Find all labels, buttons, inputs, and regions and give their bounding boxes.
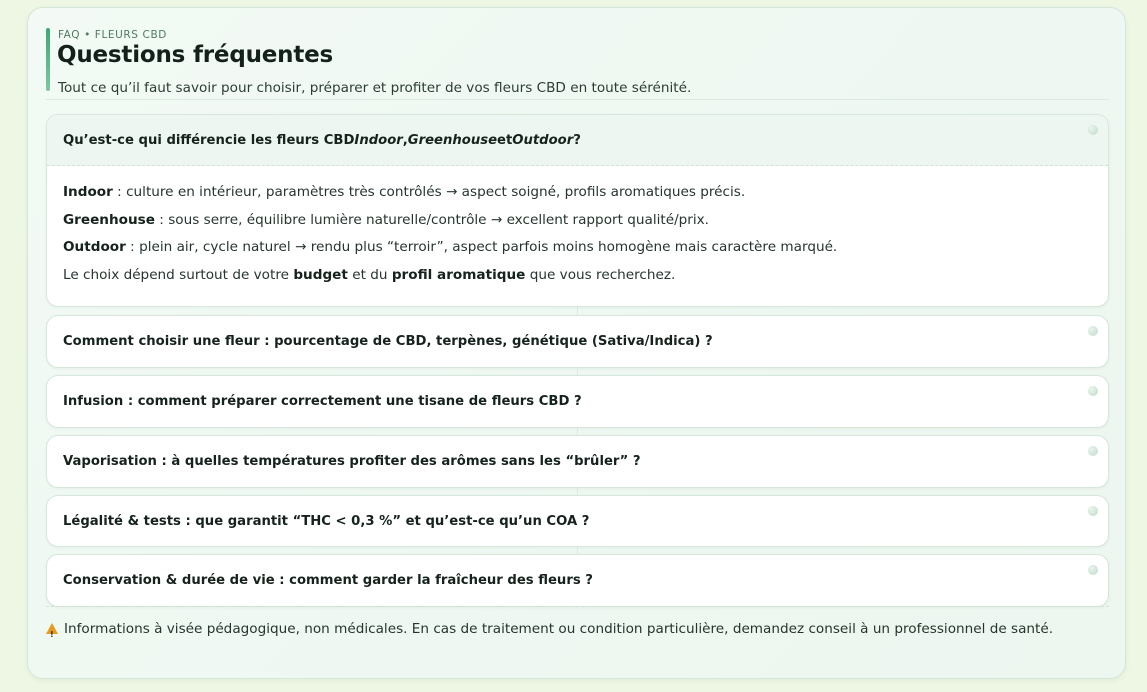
question-text: Vaporisation : à quelles températures profiter des arômes sans les “brûler” ? [63,454,641,469]
toggle-dot-icon[interactable] [1088,506,1098,516]
faq-item-conservation[interactable] [46,554,1109,607]
question-text-part: , [402,132,408,148]
question-term-indoor: Indoor [354,132,403,148]
answer-label-budget: budget [293,266,348,283]
question-text-part: Qu’est-ce qui différencie les fleurs CBD [63,132,355,148]
toggle-dot-icon[interactable] [1088,326,1098,336]
question-text: Comment choisir une fleur : pourcentage de CBD, terpènes, génétique (Sativa/Indica) ? [63,334,713,349]
question-text: Infusion : comment préparer correctement une tisane de fleurs CBD ? [63,394,582,409]
page-title: Questions fréquentes [57,42,334,68]
toggle-dot-icon[interactable] [1088,446,1098,456]
answer-line-greenhouse [63,207,1092,235]
toggle-dot-icon[interactable] [1088,386,1098,396]
answer-text-greenhouse: : sous serre, équilibre lumière naturelle/contrôle → excellent rapport qualité/prix. [154,211,710,228]
disclaimer-text: Informations à visée pédagogique, non médicales. En cas de traitement ou condition particulière, demandez conseil à un professionnel de santé. [64,621,1054,637]
answer-text-part: que vous recherchez. [525,266,676,283]
faq-answer-flower-types [47,166,1108,299]
question-term-outdoor: Outdoor [512,132,574,148]
eyebrow-label: FAQ • FLEURS CBD [58,29,167,41]
accent-bar [46,28,50,91]
faq-question-legality[interactable] [47,496,1108,547]
faq-question-flower-types[interactable] [47,115,1108,166]
warning-icon [46,623,58,634]
faq-question-choose-flower[interactable] [47,316,1108,367]
answer-label-greenhouse: Greenhouse [63,211,155,228]
question-text-part: ? [573,132,581,148]
answer-label-indoor: Indoor [63,184,113,200]
question-text: Légalité & tests : que garantit “THC < 0,3 %” et qu’est-ce qu’un COA ? [63,514,590,529]
answer-line-choice [63,262,1092,290]
faq-item-legality[interactable] [46,495,1109,547]
faq-card [27,7,1126,679]
answer-text-outdoor: : plein air, cycle naturel → rendu plus “terroir”, aspect parfois moins homogène mais caractère marqué. [125,239,838,255]
toggle-dot-icon[interactable] [1088,125,1098,135]
question-term-greenhouse: Greenhouse [407,132,498,148]
faq-header [46,28,1109,100]
faq-question-vaporisation[interactable] [47,436,1108,487]
faq-question-conservation[interactable] [47,555,1108,606]
answer-text-indoor: : culture en intérieur, paramètres très contrôlés → aspect soigné, profils aromatiques précis. [112,184,746,200]
answer-text-part: Le choix dépend surtout de votre [63,266,294,283]
page-subtitle: Tout ce qu’il faut savoir pour choisir, préparer et profiter de vos fleurs CBD en toute sérénité. [58,80,692,96]
answer-line-outdoor [63,234,1092,262]
footer-divider [46,606,1109,607]
answer-line-indoor [63,179,1092,207]
answer-label-profile: profil aromatique [391,266,526,283]
faq-item-flower-types [46,114,1109,307]
disclaimer [46,619,1091,640]
faq-item-vaporisation[interactable] [46,435,1109,488]
answer-text-part: et du [347,266,392,283]
question-text: Conservation & durée de vie : comment garder la fraîcheur des fleurs ? [63,573,593,588]
faq-item-choose-flower[interactable] [46,315,1109,368]
question-text-part: et [497,132,513,148]
toggle-dot-icon[interactable] [1088,565,1098,575]
answer-label-outdoor: Outdoor [63,239,126,255]
faq-item-infusion[interactable] [46,375,1109,428]
faq-question-infusion[interactable] [47,376,1108,427]
